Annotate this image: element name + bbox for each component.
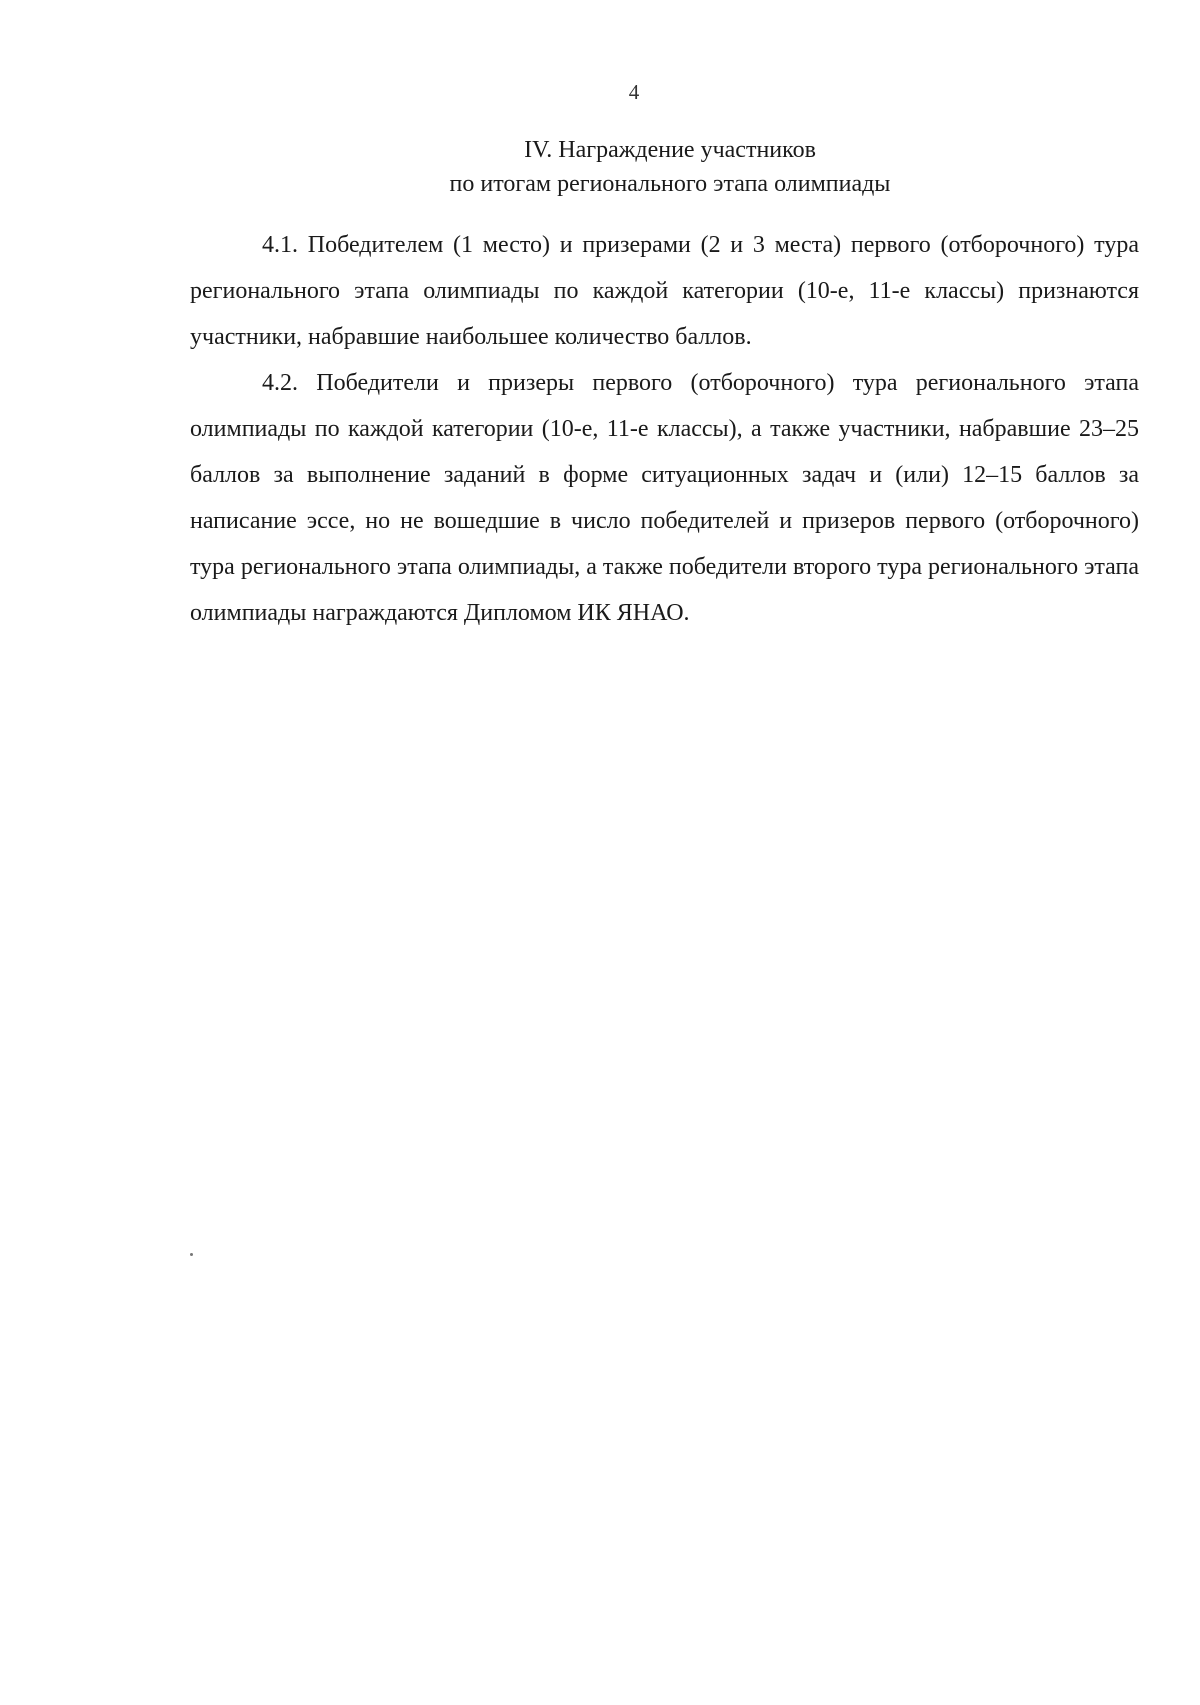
section-body	[190, 222, 1139, 636]
section-heading-line2: по итогам регионального этапа олимпиады	[449, 171, 891, 197]
page-number	[0, 80, 1200, 105]
page-number-text: 4	[628, 80, 640, 104]
section-heading	[240, 133, 1100, 201]
scan-speck	[190, 1253, 193, 1256]
section-heading-line1: IV. Награждение участников	[524, 137, 816, 163]
paragraph-4-1: 4.1. Победителем (1 место) и призерами (2 и 3 места) первого (отборочного) тура регионального этапа олимпиады по каждой категории (10-е, 11-е классы) признаются участники, набравшие наибольшее количество баллов.	[190, 232, 1139, 350]
paragraph-4-2: 4.2. Победители и призеры первого (отборочного) тура регионального этапа олимпиады по каждой категории (10-е, 11-е классы), а также участники, набравшие 23–25 баллов за выполнение заданий в форме ситуационных задач и (или) 12–15 баллов за написание эссе, но не вошедшие в число победителей и призеров первого (отборочного) тура регионального этапа олимпиады, а также победители второго тура регионального этапа олимпиады награждаются Дипломом ИК ЯНАО.	[190, 370, 1139, 626]
